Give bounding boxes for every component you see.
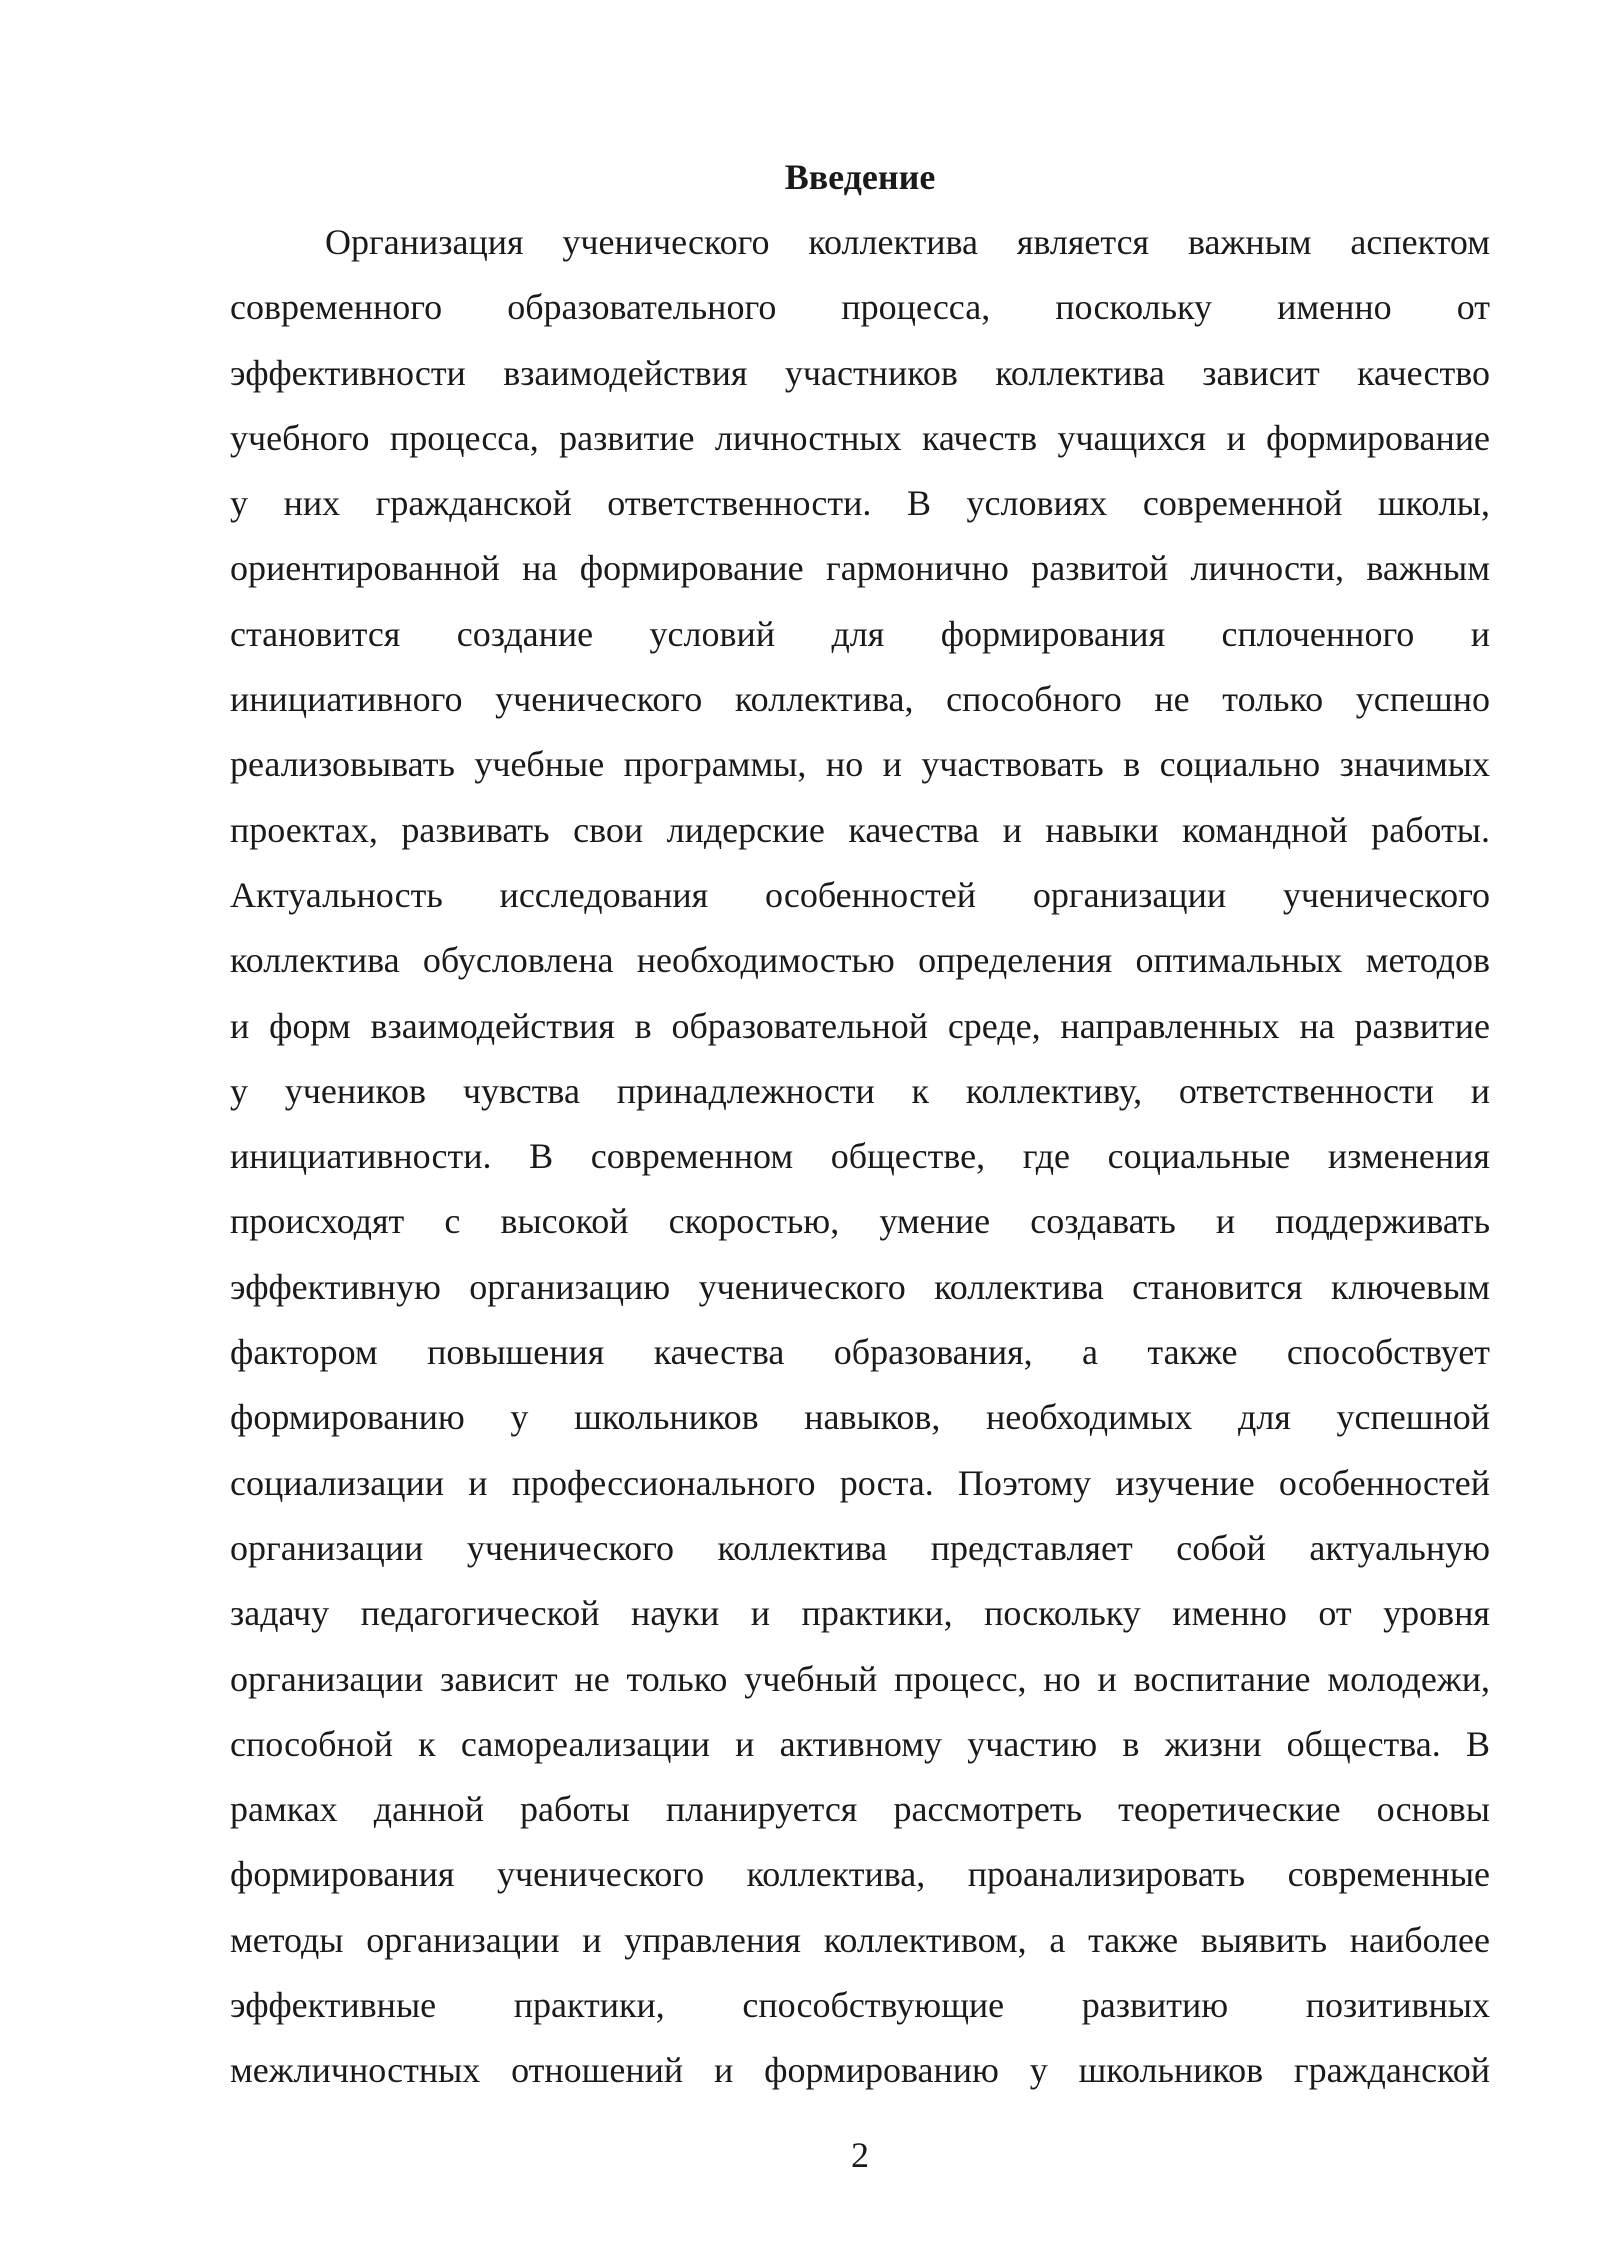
text-line: задачу педагогической науки и практики, поскольку именно от уровня — [230, 1593, 1490, 1634]
text-line: формированию у школьников навыков, необходимых для успешной — [230, 1397, 1490, 1438]
page-title: Введение — [784, 157, 936, 197]
page-number: 2 — [851, 2135, 869, 2175]
text-line: эффективную организацию ученического коллектива становится ключевым — [230, 1266, 1490, 1307]
text-line: формирования ученического коллектива, проанализировать современные — [230, 1854, 1490, 1895]
text-line: коллектива обусловлена необходимостью определения оптимальных методов — [230, 940, 1490, 981]
text-line: рамках данной работы планируется рассмотреть теоретические основы — [230, 1789, 1490, 1830]
text-line: методы организации и управления коллективом, а также выявить наиболее — [230, 1919, 1490, 1960]
text-line: эффективности взаимодействия участников коллектива зависит качество — [230, 352, 1490, 393]
text-line: межличностных отношений и формированию у школьников гражданской — [230, 2050, 1490, 2091]
text-line: Организация ученического коллектива является важным аспектом — [325, 222, 1490, 262]
text-line: организации зависит не только учебный процесс, но и воспитание молодежи, — [230, 1658, 1490, 1699]
text-line: становится создание условий для формирования сплоченного и — [230, 613, 1490, 654]
text-line: реализовывать учебные программы, но и участвовать в социально значимых — [230, 744, 1490, 785]
text-line: проектах, развивать свои лидерские качества и навыки командной работы. — [230, 809, 1490, 850]
text-line: Актуальность исследования особенностей организации ученического — [230, 874, 1490, 915]
text-line: фактором повышения качества образования, а также способствует — [230, 1332, 1490, 1373]
text-line: организации ученического коллектива представляет собой актуальную — [230, 1527, 1490, 1568]
text-line: учебного процесса, развитие личностных качеств учащихся и формирование — [230, 417, 1490, 458]
text-line: инициативного ученического коллектива, способного не только успешно — [230, 679, 1490, 720]
text-line: социализации и профессионального роста. Поэтому изучение особенностей — [230, 1462, 1490, 1503]
text-line: ориентированной на формирование гармонично развитой личности, важным — [230, 548, 1490, 589]
text-line: у них гражданской ответственности. В условиях современной школы, — [230, 483, 1490, 524]
text-line: у учеников чувства принадлежности к коллективу, ответственности и — [230, 1070, 1490, 1111]
text-line: и форм взаимодействия в образовательной среде, направленных на развитие — [230, 1005, 1490, 1046]
text-line: происходят с высокой скоростью, умение создавать и поддерживать — [230, 1201, 1490, 1242]
text-line: современного образовательного процесса, поскольку именно от — [230, 287, 1490, 328]
text-line: эффективные практики, способствующие развитию позитивных — [230, 1985, 1490, 2026]
text-line: инициативности. В современном обществе, где социальные изменения — [230, 1136, 1490, 1177]
text-line: способной к самореализации и активному участию в жизни общества. В — [230, 1723, 1490, 1764]
body-paragraph — [230, 210, 1490, 2104]
